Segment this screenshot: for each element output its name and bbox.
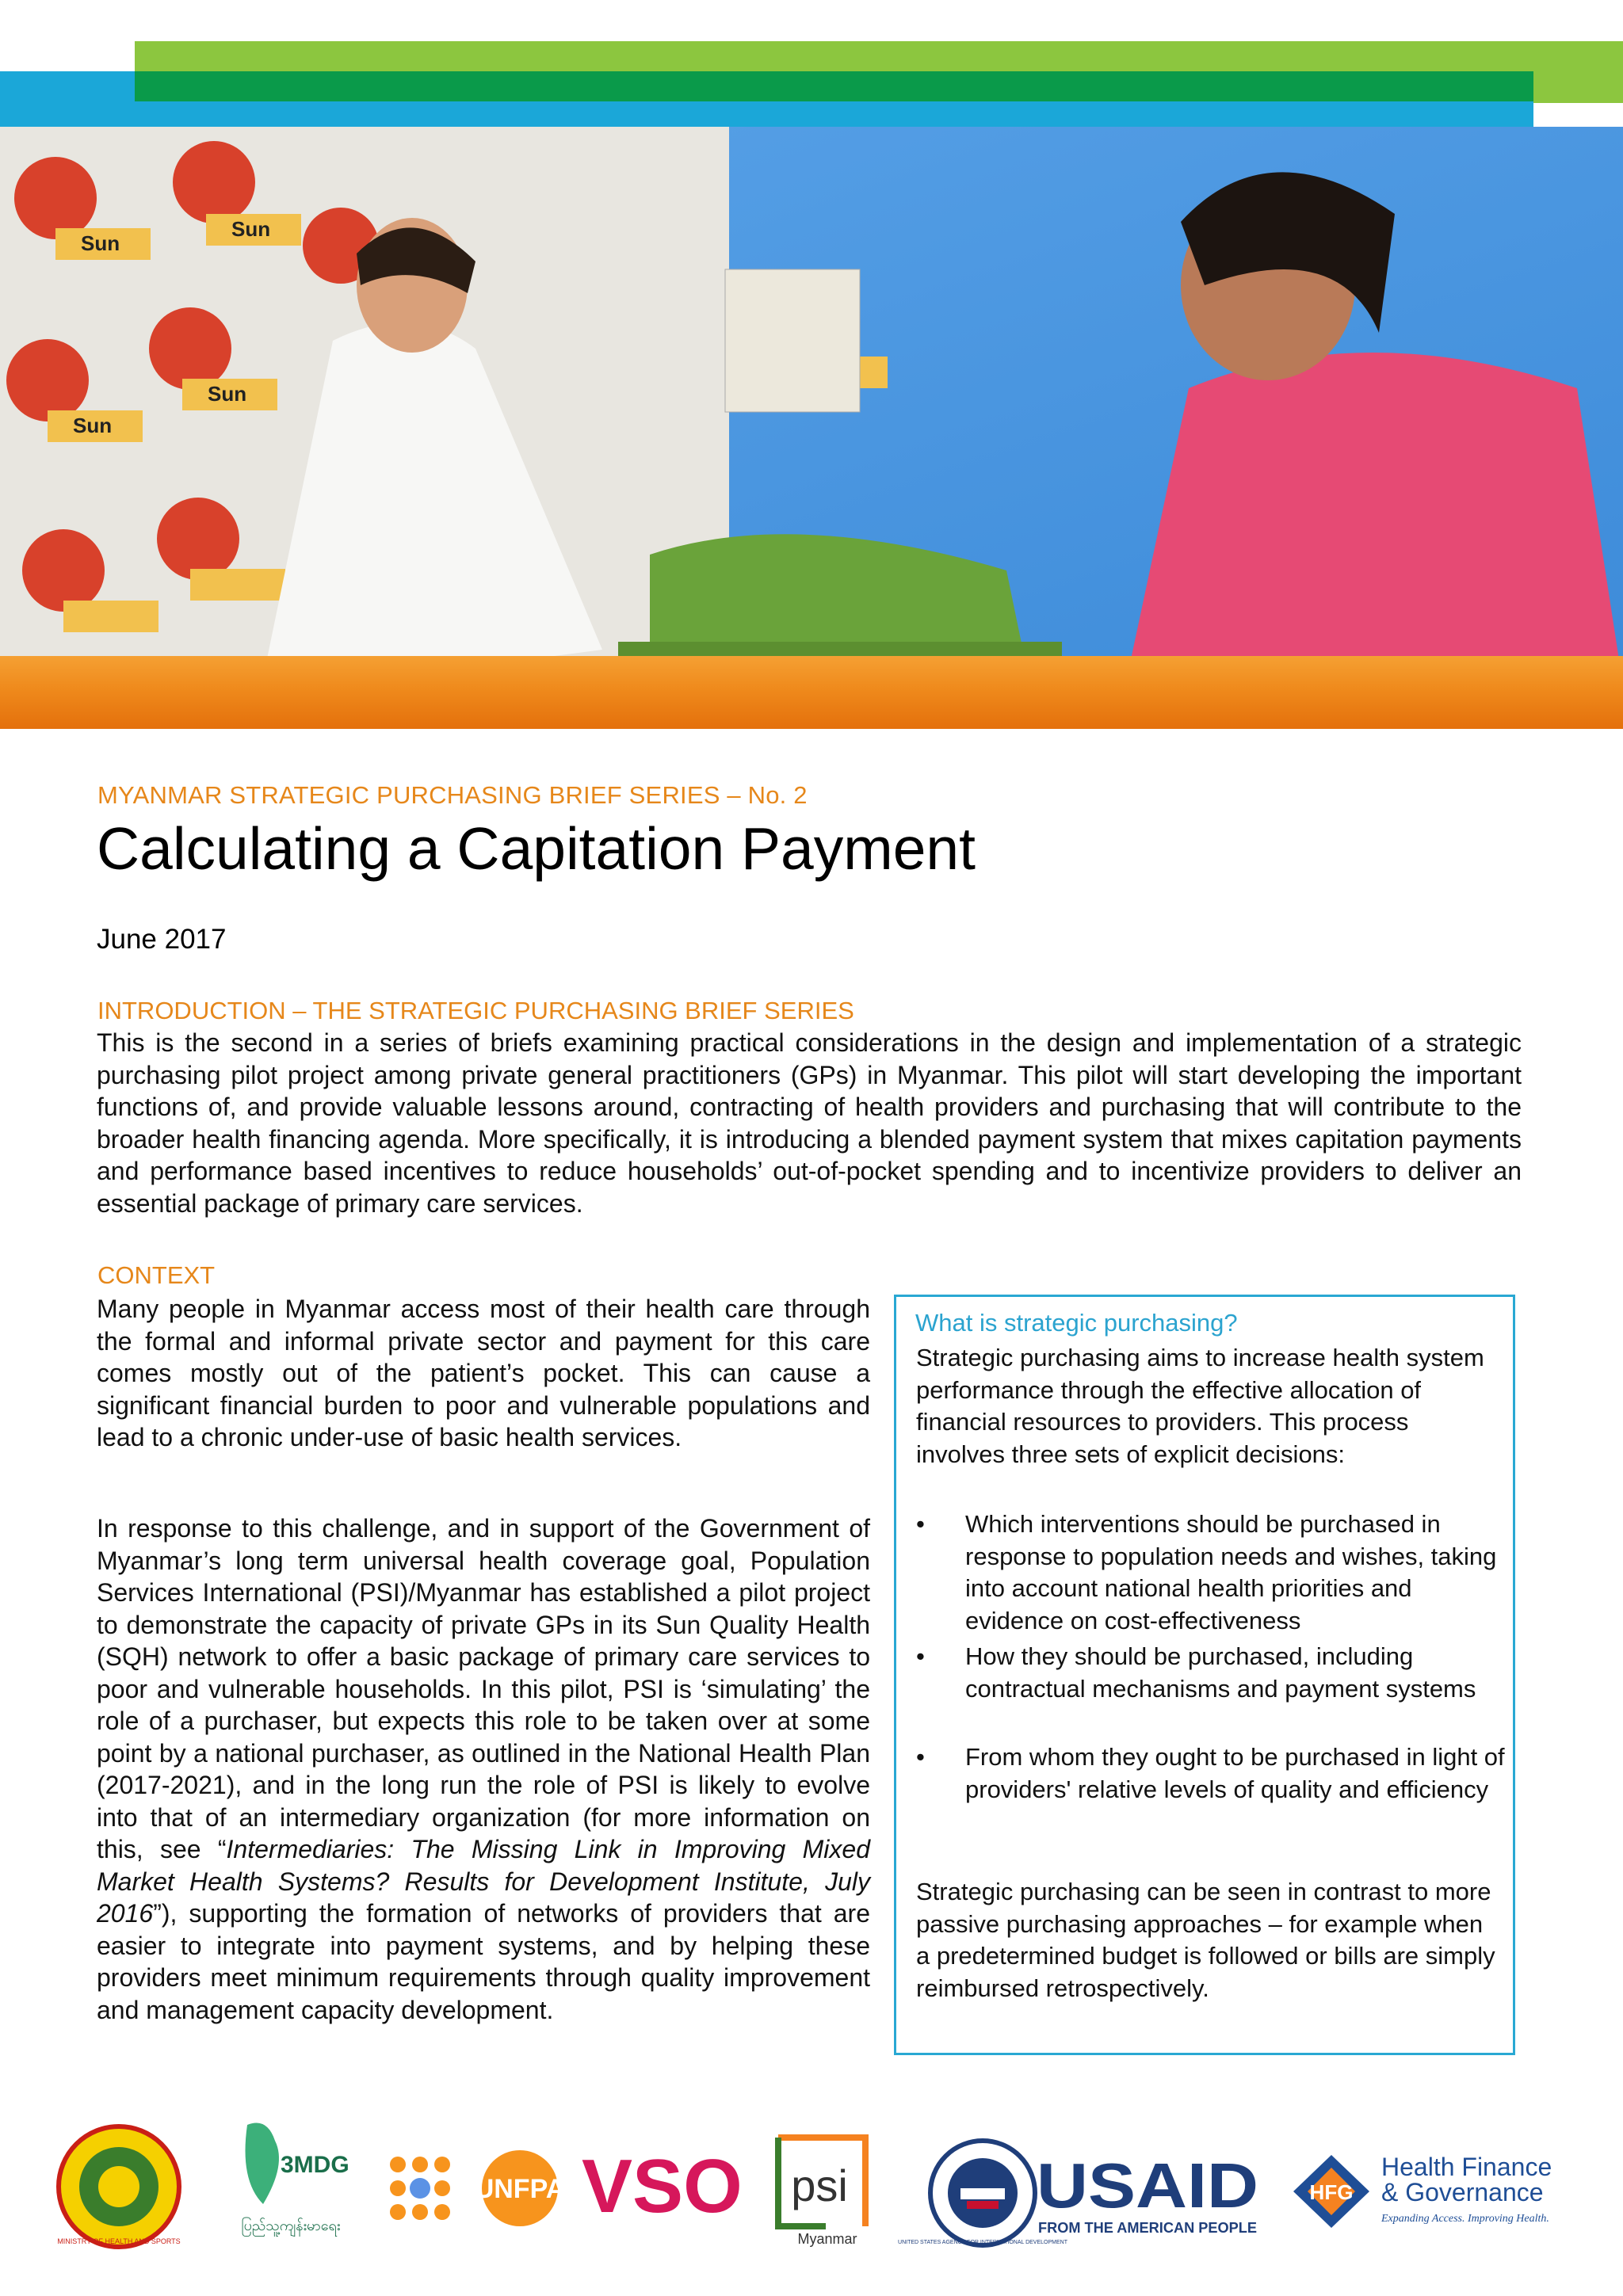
svg-text:UNFPA: UNFPA	[474, 2174, 566, 2204]
svg-text:Health Finance: Health Finance	[1381, 2153, 1552, 2181]
psi-logo	[762, 2131, 881, 2254]
photo-bottom-band	[0, 656, 1623, 729]
ministry-logo	[55, 2123, 182, 2254]
box-list-item-text: How they should be purchased, including contractual mechanisms and payment systems	[965, 1642, 1476, 1703]
svg-text:UNITED STATES AGENCY FOR INTER: UNITED STATES AGENCY FOR INTERNATIONAL DEVELOPMENT	[898, 2240, 1067, 2245]
svg-text:HFG: HFG	[1309, 2180, 1354, 2204]
box-intro: Strategic purchasing aims to increase health system performance through the effective allocation of financial resources to providers. This process involves three sets of explicit decisions:	[916, 1344, 1484, 1468]
citation: Intermediaries: The Missing Link in Improving Mixed Market Health Systems? Results for Development Institute, July 2016	[97, 1835, 871, 1928]
context-p2-end: ”), supporting the formation of networks of providers that are easier to integrate into payment systems, and by helping these providers meet minimum requirements through quality improvement and management capacity development.	[97, 1899, 870, 2024]
svg-text:Myanmar: Myanmar	[797, 2231, 857, 2247]
cover-photo	[0, 127, 1623, 685]
publication-date: June 2017	[97, 924, 227, 955]
introduction-heading: INTRODUCTION – THE STRATEGIC PURCHASING BRIEF SERIES	[97, 997, 854, 1024]
box-title: What is strategic purchasing?	[915, 1309, 1238, 1337]
svg-text:3MDG: 3MDG	[281, 2152, 349, 2178]
svg-text:MINISTRY OF HEALTH AND SPORTS: MINISTRY OF HEALTH AND SPORTS	[57, 2237, 181, 2245]
context-p2-start: In response to this challenge, and in support of the Government of Myanmar’s long term universal health coverage goal, Population Services International (PSI)/Myanmar has established a pilot project to demonstrate the capacity of private GPs in its Sun Quality Health (SQH) network to offer a basic package of primary care services to poor and vulnerable households. In this pilot, PSI is ‘simulating’ the role of a purchaser, but expects this role to be taken over at some point by a national purchaser, as outlined in the National Health Plan (2017-2021), and in the long run the role of PSI is likely to evolve into that of an intermediary organization (for more information on this, see “	[97, 1514, 870, 1863]
svg-text:Sun: Sun	[81, 231, 120, 255]
context-heading: CONTEXT	[97, 1261, 216, 1289]
series-label: MYANMAR STRATEGIC PURCHASING BRIEF SERIES – No. 2	[97, 781, 808, 809]
unfpa-logo	[385, 2149, 567, 2232]
svg-text:Expanding Access. Improving He: Expanding Access. Improving Health.	[1381, 2213, 1549, 2225]
header-band-green	[135, 71, 1533, 101]
svg-text:psi: psi	[791, 2161, 848, 2210]
box-list-item-text: Which interventions should be purchased in response to population needs and wishes, taking into account national health priorities and evidence on cost-effectiveness	[965, 1510, 1497, 1634]
hfg-logo	[1290, 2152, 1560, 2243]
svg-text:Sun: Sun	[208, 382, 247, 406]
usaid-logo	[1035, 2150, 1265, 2245]
bullet-icon: •	[916, 1642, 925, 1670]
svg-text:Sun: Sun	[73, 414, 113, 437]
page-title: Calculating a Capitation Payment	[97, 815, 976, 882]
introduction-body: This is the second in a series of briefs examining practical considerations in the design and implementation of a strategic purchasing pilot project among private general practitioners (GPs) in Myanmar. This pilot will start developing the important functions of, and provide valuable lessons around, contracting of health providers and purchasing that will contribute to the broader health financing agenda. More specifically, it is introducing a blended payment system that mixes capitation payments and performance based incentives to reduce households’ out-of-pocket spending and to incentivize providers to deliver an essential package of primary care services.	[97, 1028, 1522, 1218]
bullet-icon: •	[916, 1510, 925, 1538]
bullet-icon: •	[916, 1743, 925, 1771]
svg-text:& Governance: & Governance	[1381, 2178, 1544, 2206]
svg-text:Sun: Sun	[231, 217, 271, 241]
svg-text:USAID: USAID	[1037, 2150, 1258, 2221]
usaid-seal	[898, 2138, 1067, 2252]
box-list-item-text: From whom they ought to be purchased in light of providers' relative levels of quality and efficiency	[965, 1743, 1505, 1803]
3mdg-subtitle: ပြည်သူ့ကျန်းမာရေး	[241, 2218, 341, 2233]
3mdg-logo	[231, 2117, 350, 2260]
svg-text:FROM THE AMERICAN PEOPLE: FROM THE AMERICAN PEOPLE	[1038, 2220, 1257, 2236]
svg-text:VSO: VSO	[582, 2144, 743, 2229]
context-paragraph-1: Many people in Myanmar access most of their health care through the formal and informal private sector and payment for this care comes mostly out of the patient’s pocket. This can cause a significant financial burden to poor and vulnerable populations and lead to a chronic under-use of basic health services.	[97, 1295, 870, 1451]
box-outro: Strategic purchasing can be seen in contrast to more passive purchasing approaches – for example when a predetermined budget is followed or bills are simply reimbursed retrospectively.	[916, 1878, 1495, 2002]
vso-logo	[582, 2139, 743, 2238]
context-paragraph-2	[97, 1512, 870, 2026]
